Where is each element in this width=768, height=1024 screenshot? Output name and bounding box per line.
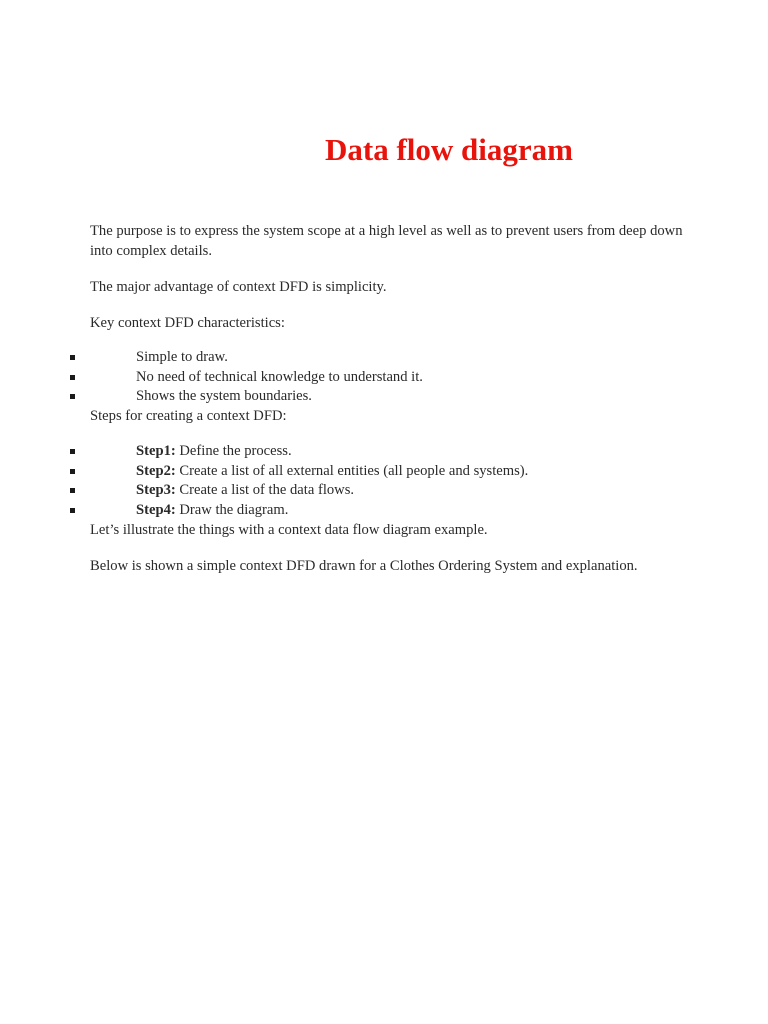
below-paragraph: Below is shown a simple context DFD drawn for a Clothes Ordering System and explanation.	[90, 558, 638, 574]
square-bullet-icon	[70, 355, 75, 360]
list-item	[0, 442, 768, 462]
step-item	[136, 462, 528, 482]
step-label: Step2:	[136, 462, 176, 479]
step-label: Step4:	[136, 501, 176, 518]
characteristics-list	[0, 348, 768, 407]
step-item	[136, 481, 354, 501]
step-text: Define the process.	[175, 443, 292, 459]
step-label: Step1:	[136, 443, 176, 459]
characteristics-heading: Key context DFD characteristics:	[90, 315, 285, 331]
illustrate-paragraph: Let’s illustrate the things with a context data flow diagram example.	[90, 522, 488, 538]
square-bullet-icon	[70, 375, 75, 380]
step-text: Create a list of the data flows.	[175, 482, 355, 498]
steps-heading: Steps for creating a context DFD:	[90, 408, 287, 424]
characteristic-text: Simple to draw.	[136, 349, 228, 365]
advantage-paragraph: The major advantage of context DFD is simplicity.	[90, 279, 387, 295]
intro-paragraph: The purpose is to express the system scope at a high level as well as to prevent users from deep down into complex details.	[90, 223, 683, 259]
list-item	[0, 462, 768, 482]
list-item	[0, 481, 768, 501]
step-item	[136, 442, 292, 462]
square-bullet-icon	[70, 449, 75, 454]
step-label: Step3:	[136, 482, 176, 498]
list-item	[0, 387, 768, 407]
square-bullet-icon	[70, 394, 75, 399]
square-bullet-icon	[70, 488, 75, 493]
steps-list	[0, 442, 768, 520]
step-item	[136, 501, 288, 521]
square-bullet-icon	[70, 469, 75, 474]
square-bullet-icon	[70, 508, 75, 513]
step-text: Draw the diagram.	[175, 501, 289, 518]
characteristic-text: Shows the system boundaries.	[136, 388, 312, 404]
step-text: Create a list of all external entities (all people and systems).	[175, 462, 529, 479]
characteristic-text: No need of technical knowledge to understand it.	[136, 368, 423, 385]
list-item	[0, 501, 768, 521]
page-title: Data flow diagram	[325, 132, 573, 167]
list-item	[0, 368, 768, 388]
list-item	[0, 348, 768, 368]
